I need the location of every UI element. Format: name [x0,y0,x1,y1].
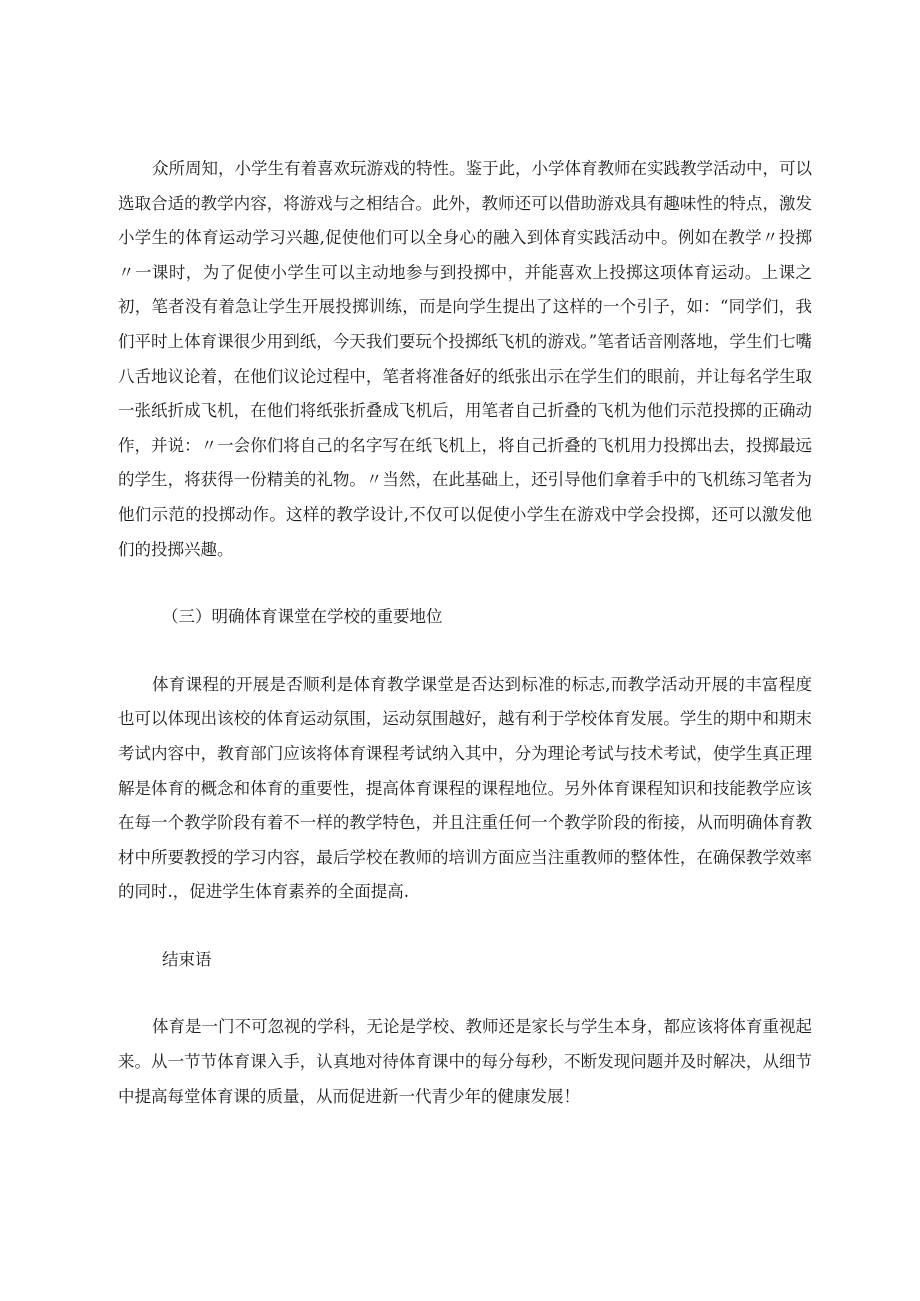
document-body [118,152,812,1114]
paragraph-conclusion: 体育是一门不可忽视的学科，无论是学校、教师还是家长与学生本身，都应该将体育重视起来。从一节节体育课入手，认真地对待体育课中的每分每秒，不断发现问题并及时解决，从细节中提高每堂体育课的质量，从而促进新一代青少年的健康发展！ [118,1017,812,1106]
paragraph-games-teaching: 众所周知，小学生有着喜欢玩游戏的特性。鉴于此，小学体育教师在实践教学活动中，可以选取合适的教学内容，将游戏与之相结合。此外，教师还可以借助游戏具有趣味性的特点，激发小学生的体育运动学习兴趣,促使他们可以全身心的融入到体育实践活动中。例如在教学〃投掷〃一课时，为了促使小学生可以主动地参与到投掷中，并能喜欢上投掷这项体育运动。上课之初，笔者没有着急让学生开展投掷训练，而是向学生提出了这样的一个引子，如：“同学们，我们平时上体育课很少用到纸，今天我们要玩个投掷纸飞机的游戏。”笔者话音刚落地，学生们七嘴八舌地议论着，在他们议论过程中，笔者将准备好的纸张出示在学生们的眼前，并让每名学生取一张纸折成飞机，在他们将纸张折叠成飞机后，用笔者自己折叠的飞机为他们示范投掷的正确动作，并说：〃一会你们将自己的名字写在纸飞机上，将自己折叠的飞机用力投掷出去，投掷最远的学生，将获得一份精美的礼物。〃当然，在此基础上，还引导他们拿着手中的飞机练习笔者为他们示范的投掷动作。这样的教学设计,不仅可以促使小学生在游戏中学会投掷，还可以激发他们的投掷兴趣。 [118,159,812,559]
conclusion-heading: 结束语 [162,949,212,969]
paragraph-pe-status: 体育课程的开展是否顺利是体育教学课堂是否达到标准的标志,而教学活动开展的丰富程度也可以体现出该校的体育运动氛围，运动氛围越好，越有利于学校体育发展。学生的期中和期末考试内容中，教育部门应该将体育课程考试纳入其中，分为理论考试与技术考试，使学生真正理解是体育的概念和体育的重要性，提高体育课程的课程地位。另外体育课程知识和技能教学应该在每一个教学阶段有着不一样的教学特色，并且注重任何一个教学阶段的衔接，从而明确体育教材中所要教授的学习内容，最后学校在教师的培训方面应当注重教师的整体性，在确保教学效率的同时.，促进学生体育素养的全面提高. [118,674,812,902]
section-heading-3: （三）明确体育课堂在学校的重要地位 [162,607,443,627]
